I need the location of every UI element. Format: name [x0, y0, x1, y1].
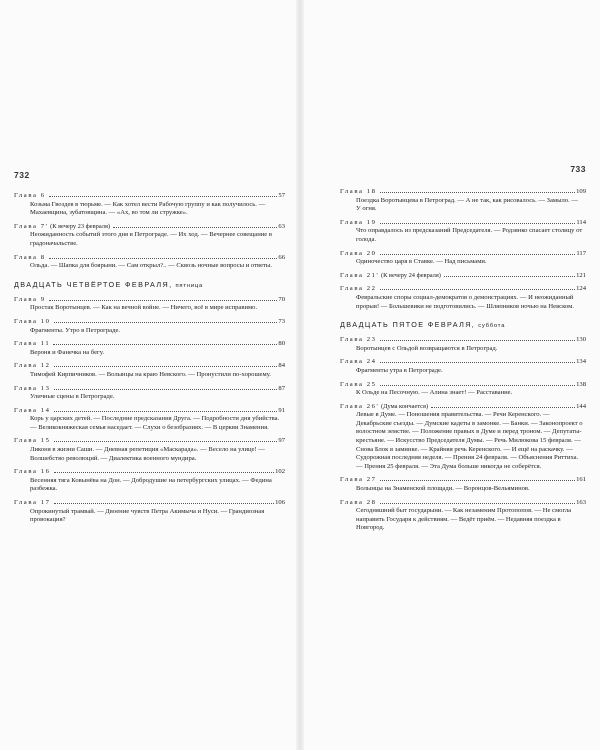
page-reference: 91: [278, 406, 285, 414]
chapter-label: Глава 17: [14, 499, 51, 507]
toc-entry: [340, 476, 586, 493]
dot-leader: [49, 300, 278, 301]
toc-entry: [14, 192, 285, 218]
chapter-line: [340, 272, 586, 281]
chapter-label: Глава 10: [14, 317, 51, 325]
page-reference: 138: [576, 380, 586, 388]
chapter-label: Глава 20: [340, 249, 377, 257]
chapter-summary: Опрокинутый трамвай. — Двоение чувств Петра Акимыча и Нуси. — Грандиозная провокация?: [30, 507, 265, 524]
section-heading: [14, 280, 285, 289]
chapter-line: [340, 499, 586, 508]
dot-leader: [380, 385, 576, 386]
page-reference: 57: [278, 192, 285, 199]
chapter-summary: Левые в Думе. — Поношения правительства. — Речи Керенского. — Декабрьские съезды. — Думские кадеты в замонке. — Банки. — Законопроект о волостном земстве. — Положение правых в Думе и перед троном. — Депутаты-крестьяне. — Искусство Председателя Думы. — Речь Милюкова 15 февраля. — Снова Блок в заминке. — Крайняя речь Керенского. — И ещё на раскачку. — Судорожная последняя неделя. — Прения 24 февраля. — Объяснения Риттиха. — Прения 25 февраля. — Эта Дума больше никогда не соберётся.: [356, 411, 583, 470]
chapter-line: [14, 385, 285, 394]
chapter-line: [340, 381, 586, 390]
dot-leader: [49, 258, 278, 259]
chapter-summary: Фрагменты. Утро в Петрограде.: [30, 326, 121, 334]
chapter-summary: Одиночество царя в Ставке. — Над письмами.: [356, 258, 487, 266]
chapter-line: [340, 336, 586, 345]
chapter-line: [340, 285, 586, 294]
chapter-summary: Волынцы на Знаменской площади. — Воронцов-Вельяминов.: [356, 485, 530, 493]
page-reference: 109: [576, 188, 586, 195]
chapter-line: [14, 499, 285, 508]
chapter-line: [340, 403, 586, 412]
chapter-line: [340, 219, 586, 228]
book-gutter: [296, 0, 304, 750]
page-reference: 106: [275, 499, 285, 507]
dot-leader: [54, 441, 278, 442]
chapter-note: (К вечеру 23 февраля): [50, 222, 111, 230]
dot-leader: [53, 344, 277, 345]
chapter-summary: Сегодняшний быт государыни. — Как незаменим Протопопов. — Не смогла направить Государя к действиям. — Ведёт приём. — Недавняя поездка в Новгород.: [356, 507, 572, 532]
page-reference: 87: [278, 384, 285, 392]
chapter-summary: Тимофей Кирпичников. — Волынцы на краю Невского. — Пронуcтили по-хорошему.: [30, 370, 271, 378]
chapter-label: Глава 6: [14, 192, 46, 199]
chapter-line: [14, 468, 285, 477]
dot-leader: [113, 227, 277, 228]
chapter-summary: Фрагменты утра в Петрограде.: [356, 366, 443, 374]
chapter-line: [340, 358, 586, 367]
chapter-label: Глава 16: [14, 468, 51, 476]
chapter-line: [14, 254, 285, 263]
chapter-label: Глава 18: [340, 188, 377, 195]
chapter-label: Глава 12: [14, 362, 51, 370]
toc-entry: [340, 219, 586, 245]
toc-entry: [340, 381, 586, 398]
dot-leader: [54, 322, 278, 323]
chapter-line: [340, 250, 586, 259]
dot-leader: [444, 276, 575, 277]
dot-leader: [380, 254, 576, 255]
chapter-label: Глава 9: [14, 295, 46, 303]
dot-leader: [380, 223, 576, 224]
toc-entry: [14, 296, 285, 313]
toc-entry: [340, 358, 586, 375]
chapter-label: Глава 25: [340, 380, 377, 388]
chapter-summary: К Ольде на Песочную. — Алина знает! — Расставание.: [356, 389, 513, 397]
page-reference: 84: [278, 362, 285, 370]
page-reference: 63: [278, 222, 285, 230]
chapter-line: [14, 192, 285, 201]
page-reference: 117: [576, 249, 586, 257]
chapter-summary: Воротынцев с Ольдой возвращаются в Петроград.: [356, 344, 498, 352]
chapter-line: [14, 407, 285, 416]
chapter-summary: Весенняя тяга Ковынёва на Дон. — Добродушие на петербургских улицах. — Федина разбежка.: [30, 476, 272, 493]
page-reference: 66: [278, 253, 285, 261]
page-number: 732: [14, 170, 30, 180]
chapter-label: Глава 7': [14, 222, 49, 230]
chapter-summary: Уличные сцены в Петрограде.: [30, 393, 115, 401]
dot-leader: [54, 411, 278, 412]
chapter-label: Глава 23: [340, 336, 377, 344]
toc-entries: [14, 192, 285, 530]
toc-entry: [340, 188, 586, 214]
dot-leader: [54, 472, 275, 473]
toc-entry: [340, 285, 586, 311]
dot-leader: [380, 362, 576, 363]
chapter-line: [14, 340, 285, 349]
toc-entry: [14, 318, 285, 335]
page-reference: 130: [576, 336, 586, 344]
dot-leader: [380, 480, 576, 481]
chapter-line: [340, 476, 586, 485]
chapter-label: Глава 15: [14, 437, 51, 445]
dot-leader: [380, 340, 576, 341]
chapter-label: Глава 28: [340, 498, 377, 506]
page-reference: 114: [576, 218, 586, 226]
page-reference: 70: [278, 295, 285, 303]
page-reference: 80: [278, 340, 285, 348]
toc-entry: [14, 407, 285, 433]
page-reference: 121: [576, 271, 586, 279]
chapter-label: Глава 14: [14, 406, 51, 414]
chapter-summary: Простак Воротынцев. — Как на вечной войне. — Ничего, всё в мире исправимо.: [30, 304, 258, 312]
page-reference: 134: [576, 358, 586, 366]
chapter-line: [14, 318, 285, 327]
toc-entry: [340, 250, 586, 267]
toc-entry: [340, 336, 586, 353]
chapter-summary: Что оправдалось из предсказаний Председателя. — Родзянко спасает столицу от голода.: [356, 227, 583, 243]
chapter-label: Глава 8: [14, 253, 46, 261]
chapter-summary: Козьма Гвоздев в тюрьме. — Как хотел вести Рабочую группу и как получилось. — Махаевщина, зубатовщина. — «Ах, во том ли стружке».: [30, 200, 266, 217]
chapter-label: Глава 24: [340, 358, 377, 366]
page-reference: 144: [576, 402, 586, 410]
dot-leader: [380, 192, 576, 193]
chapter-label: Глава 21': [340, 271, 380, 279]
page-reference: 163: [576, 498, 586, 506]
page-reference: 102: [275, 468, 285, 476]
chapter-line: [14, 296, 285, 305]
chapter-label: Глава 26': [340, 402, 380, 410]
dot-leader: [380, 289, 576, 290]
chapter-note: (Дума кончается): [380, 402, 429, 410]
dot-leader: [54, 389, 278, 390]
chapter-label: Глава 13: [14, 384, 51, 392]
toc-entry: [14, 385, 285, 402]
chapter-summary: Корь у царских детей. — Последние предсказания Друга. — Подробности дня убийства. — Великокняжеская семья насeдает. — Слухи о безобразиях. — В церкви Знамения.: [30, 415, 280, 431]
section-title: ДВАДЦАТЬ ПЯТОЕ ФЕВРАЛЯ,: [340, 320, 476, 330]
chapter-label: Глава 11: [14, 340, 51, 348]
toc-entry: [14, 223, 285, 249]
chapter-line: [14, 437, 285, 446]
toc-entry: [14, 340, 285, 357]
dot-leader: [49, 196, 278, 197]
chapter-note: (К вечеру 24 февраля): [380, 271, 441, 279]
section-heading: [340, 320, 586, 329]
page-reference: 73: [278, 317, 285, 325]
dot-leader: [54, 366, 278, 367]
toc-entry: [14, 362, 285, 379]
chapter-label: Глава 19: [340, 218, 377, 226]
chapter-summary: Поездка Воротынцева в Петроград. — А не так, как рисовалось. — Замыло. — У огня.: [356, 196, 578, 213]
section-weekday: пятница: [175, 282, 204, 289]
section-weekday: суббота: [478, 323, 506, 330]
toc-entry: [14, 254, 285, 271]
page-number: 733: [570, 164, 586, 174]
chapter-label: Глава 22: [340, 285, 377, 293]
toc-entry: [340, 403, 586, 472]
chapter-summary: Неожиданность событий этого дня в Петрограде. — Их ход. — Вечернее совещание в градоначальстве.: [30, 231, 272, 247]
chapter-line: [14, 223, 285, 232]
chapter-summary: Вероня и Фанечка на бегу.: [30, 348, 105, 356]
page-reference: 124: [576, 285, 586, 293]
toc-entry: [14, 437, 285, 463]
dot-leader: [54, 503, 275, 504]
toc-entry: [340, 499, 586, 533]
chapter-summary: Ольда. — Шапка для боярыни. — Сам открыл?.. — Сквозь ночные вопросы и ответы.: [30, 262, 272, 270]
chapter-summary: Ликоня в жизни Саши. — Дневная репетиция «Маскарада». — Весело на улице! — Волшебство революций. — Диалектика военного мундира.: [30, 446, 265, 462]
chapter-line: [14, 362, 285, 371]
toc-entry: [14, 499, 285, 525]
chapter-summary: Февральские споры социал-демократов о демонстрациях. — И неожиданный прорыв! — Большевики не подготовились. — Шляпников ночью на Невском.: [356, 293, 574, 310]
chapter-label: Глава 27: [340, 476, 377, 484]
page-reference: 161: [576, 476, 586, 484]
page-reference: 97: [278, 437, 285, 445]
toc-entry: [14, 468, 285, 494]
section-title: ДВАДЦАТЬ ЧЕТВЁРТОЕ ФЕВРАЛЯ,: [14, 279, 173, 289]
dot-leader: [380, 503, 576, 504]
chapter-line: [340, 188, 586, 197]
toc-entry: [340, 272, 586, 281]
toc-entries: [340, 188, 586, 538]
dot-leader: [431, 407, 575, 408]
